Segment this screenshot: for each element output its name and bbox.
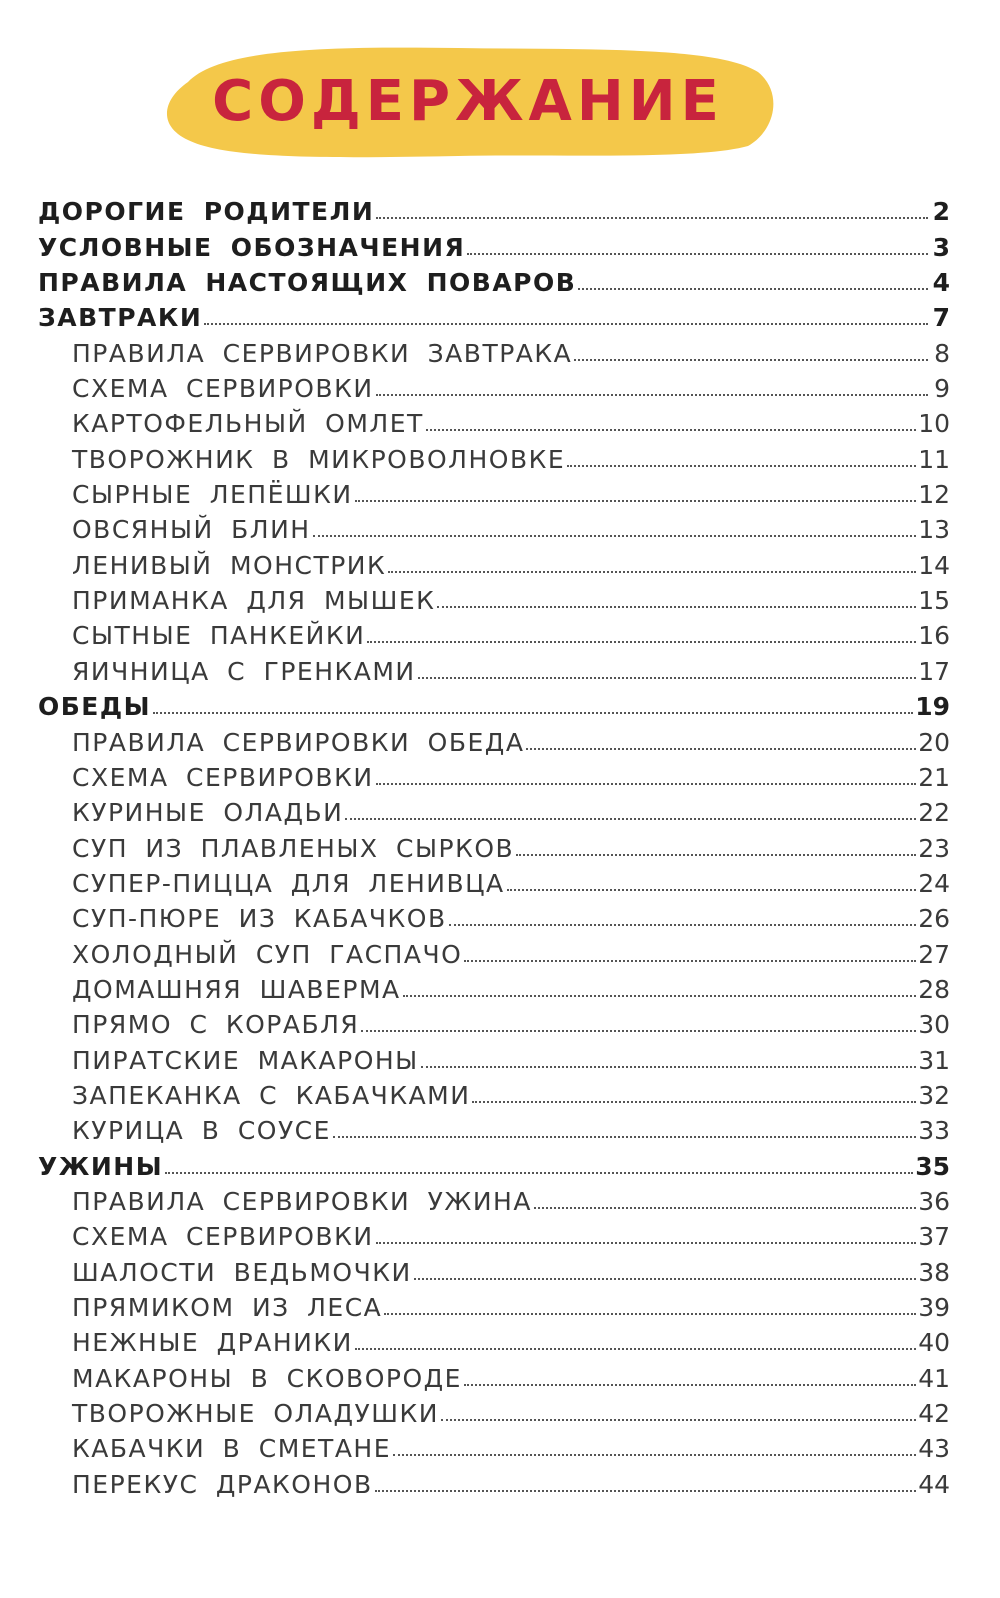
toc-entry-title: ПРАВИЛА НАСТОЯЩИХ ПОВАРОВ xyxy=(38,268,577,298)
toc-entry-title: ЯИЧНИЦА С ГРЕНКАМИ xyxy=(72,656,416,686)
dot-leader xyxy=(464,1383,916,1386)
toc-page-number: 14 xyxy=(918,550,950,580)
toc-entry-title: ПРАВИЛА СЕРВИРОВКИ УЖИНА xyxy=(72,1186,532,1216)
toc-item-row[interactable] xyxy=(38,1252,950,1287)
toc-item-row[interactable] xyxy=(38,1323,950,1358)
toc-item-row[interactable] xyxy=(38,333,950,368)
toc-entry-title: ДОМАШНЯЯ ШАВЕРМА xyxy=(72,974,401,1004)
dot-leader xyxy=(464,959,916,962)
toc-entry-title: ОБЕДЫ xyxy=(38,692,152,722)
dot-leader xyxy=(467,252,928,255)
toc-item-row[interactable] xyxy=(38,1182,950,1217)
toc-item-row[interactable] xyxy=(38,369,950,404)
toc-page-number: 23 xyxy=(918,833,950,863)
toc-entry-title: ЛЕНИВЫЙ МОНСТРИК xyxy=(72,550,387,580)
dot-leader xyxy=(355,1347,916,1350)
page-title-banner xyxy=(158,42,778,160)
toc-item-row[interactable] xyxy=(38,1217,950,1252)
toc-entry-title: СЫРНЫЕ ЛЕПЁШКИ xyxy=(72,480,353,510)
dot-leader xyxy=(526,747,916,750)
toc-page-number: 28 xyxy=(918,974,950,1004)
toc-entry-title: МАКАРОНЫ В СКОВОРОДЕ xyxy=(72,1363,462,1393)
toc-item-row[interactable] xyxy=(38,1464,950,1499)
toc-page-number: 11 xyxy=(918,444,950,474)
toc-item-row[interactable] xyxy=(38,970,950,1005)
dot-leader xyxy=(367,640,916,643)
toc-item-row[interactable] xyxy=(38,404,950,439)
dot-leader xyxy=(355,499,917,502)
dot-leader xyxy=(403,994,917,997)
toc-entry-title: КАБАЧКИ В СМЕТАНЕ xyxy=(72,1434,392,1464)
toc-item-row[interactable] xyxy=(38,651,950,686)
toc-entry-title: СХЕМА СЕРВИРОВКИ xyxy=(72,762,374,792)
toc-page-number: 36 xyxy=(918,1186,950,1216)
toc-entry-title: СУП ИЗ ПЛАВЛЕНЫХ СЫРКОВ xyxy=(72,833,515,863)
toc-entry-title: КУРИНЫЕ ОЛАДЬИ xyxy=(72,798,344,828)
toc-page-number: 21 xyxy=(918,762,950,792)
toc-section-row[interactable] xyxy=(38,227,950,262)
dot-leader xyxy=(384,1312,916,1315)
toc-item-row[interactable] xyxy=(38,475,950,510)
toc-page-number: 16 xyxy=(918,621,950,651)
dot-leader xyxy=(449,923,917,926)
dot-leader xyxy=(393,1453,916,1456)
toc-item-row[interactable] xyxy=(38,1076,950,1111)
toc-item-row[interactable] xyxy=(38,545,950,580)
toc-page-number: 41 xyxy=(918,1363,950,1393)
toc-entry-title: ШАЛОСТИ ВЕДЬМОЧКИ xyxy=(72,1257,412,1287)
toc-item-row[interactable] xyxy=(38,828,950,863)
toc-entry-title: ПРИМАНКА ДЛЯ МЫШЕК xyxy=(72,586,436,616)
page-title: СОДЕРЖАНИЕ xyxy=(212,68,724,134)
dot-leader xyxy=(516,853,916,856)
toc-page-number: 2 xyxy=(932,197,950,227)
toc-page-number: 8 xyxy=(934,338,950,368)
toc-entry-title: КУРИЦА В СОУСЕ xyxy=(72,1116,331,1146)
toc-section-row[interactable] xyxy=(38,298,950,333)
toc-page-number: 37 xyxy=(918,1222,950,1252)
toc-entry-title: ОВСЯНЫЙ БЛИН xyxy=(72,515,311,545)
toc-page-number: 15 xyxy=(918,586,950,616)
toc-item-row[interactable] xyxy=(38,581,950,616)
dot-leader xyxy=(333,1135,916,1138)
toc-item-row[interactable] xyxy=(38,1040,950,1075)
dot-leader xyxy=(507,888,917,891)
toc-entry-title: УСЛОВНЫЕ ОБОЗНАЧЕНИЯ xyxy=(38,232,466,262)
toc-entry-title: ПЕРЕКУС ДРАКОНОВ xyxy=(72,1469,373,1499)
toc-page-number: 9 xyxy=(934,374,950,404)
toc-entry-title: ПРАВИЛА СЕРВИРОВКИ ЗАВТРАКА xyxy=(72,338,573,368)
toc-page-number: 42 xyxy=(918,1399,950,1429)
dot-leader xyxy=(375,1489,917,1492)
dot-leader xyxy=(534,1206,916,1209)
toc-page-number: 20 xyxy=(918,727,950,757)
toc-section-row[interactable] xyxy=(38,263,950,298)
dot-leader xyxy=(574,358,928,361)
toc-page-number: 22 xyxy=(918,798,950,828)
dot-leader xyxy=(567,464,916,467)
toc-entry-title: ДОРОГИЕ РОДИТЕЛИ xyxy=(38,197,375,227)
dot-leader xyxy=(204,322,928,325)
dot-leader xyxy=(376,393,928,396)
dot-leader xyxy=(313,534,917,537)
toc-item-row[interactable] xyxy=(38,864,950,899)
toc-entry-title: УЖИНЫ xyxy=(38,1151,164,1181)
toc-entry-title: ЗАВТРАКИ xyxy=(38,303,203,333)
toc-item-row[interactable] xyxy=(38,1111,950,1146)
dot-leader xyxy=(578,287,928,290)
toc-entry-title: СЫТНЫЕ ПАНКЕЙКИ xyxy=(72,621,366,651)
toc-page-number: 33 xyxy=(918,1116,950,1146)
toc-page-number: 12 xyxy=(918,480,950,510)
toc-section-row[interactable] xyxy=(38,687,950,722)
dot-leader xyxy=(376,1241,917,1244)
toc-page-number: 38 xyxy=(918,1257,950,1287)
toc-page-number: 19 xyxy=(915,692,950,722)
toc-page-number: 44 xyxy=(918,1469,950,1499)
toc-item-row[interactable] xyxy=(38,934,950,969)
toc-item-row[interactable] xyxy=(38,510,950,545)
toc-entry-title: ПРАВИЛА СЕРВИРОВКИ ОБЕДА xyxy=(72,727,525,757)
dot-leader xyxy=(388,570,916,573)
dot-leader xyxy=(345,817,916,820)
toc-item-row[interactable] xyxy=(38,1429,950,1464)
dot-leader xyxy=(153,711,913,714)
toc-page-number: 4 xyxy=(932,268,950,298)
toc-entry-title: НЕЖНЫЕ ДРАНИКИ xyxy=(72,1328,353,1358)
toc-page-number: 30 xyxy=(918,1010,950,1040)
toc-page-number: 39 xyxy=(918,1293,950,1322)
toc-page-number: 24 xyxy=(918,868,950,898)
toc-entry-title: ПРЯМО С КОРАБЛЯ xyxy=(72,1010,360,1040)
table-of-contents xyxy=(38,192,950,1500)
toc-item-row[interactable] xyxy=(38,439,950,474)
toc-item-row[interactable] xyxy=(38,793,950,828)
dot-leader xyxy=(376,782,917,785)
toc-page-number: 17 xyxy=(918,656,950,686)
toc-section-row[interactable] xyxy=(38,1146,950,1181)
toc-entry-title: ПРЯМИКОМ ИЗ ЛЕСА xyxy=(72,1293,383,1322)
dot-leader xyxy=(165,1171,913,1174)
dot-leader xyxy=(421,1065,916,1068)
dot-leader xyxy=(361,1029,916,1032)
toc-page-number: 13 xyxy=(918,515,950,545)
dot-leader xyxy=(414,1277,917,1280)
dot-leader xyxy=(441,1418,916,1421)
toc-page-number: 26 xyxy=(918,904,950,934)
toc-page-number: 40 xyxy=(918,1328,950,1358)
dot-leader xyxy=(472,1100,916,1103)
toc-entry-title: ТВОРОЖНИК В МИКРОВОЛНОВКЕ xyxy=(72,444,566,474)
toc-page-number: 31 xyxy=(918,1045,950,1075)
toc-entry-title: ПИРАТСКИЕ МАКАРОНЫ xyxy=(72,1045,419,1075)
dot-leader xyxy=(437,605,916,608)
toc-page-number: 27 xyxy=(918,939,950,969)
toc-item-row[interactable] xyxy=(38,616,950,651)
toc-page-number: 10 xyxy=(918,409,950,439)
dot-leader xyxy=(418,676,917,679)
toc-page-number: 7 xyxy=(932,303,950,333)
toc-entry-title: СХЕМА СЕРВИРОВКИ xyxy=(72,1222,374,1252)
toc-item-row[interactable] xyxy=(38,1288,950,1323)
toc-item-row[interactable] xyxy=(38,1358,950,1393)
toc-page-number: 3 xyxy=(932,232,950,262)
dot-leader xyxy=(376,216,928,219)
dot-leader xyxy=(426,428,916,431)
toc-item-row[interactable] xyxy=(38,1005,950,1040)
toc-item-row[interactable] xyxy=(38,1394,950,1429)
toc-entry-title: КАРТОФЕЛЬНЫЙ ОМЛЕТ xyxy=(72,409,424,439)
toc-page-number: 43 xyxy=(918,1434,950,1464)
toc-entry-title: ХОЛОДНЫЙ СУП ГАСПАЧО xyxy=(72,939,463,969)
toc-entry-title: СУП-ПЮРЕ ИЗ КАБАЧКОВ xyxy=(72,904,447,934)
toc-entry-title: СХЕМА СЕРВИРОВКИ xyxy=(72,374,374,404)
toc-item-row[interactable] xyxy=(38,899,950,934)
toc-entry-title: СУПЕР-ПИЦЦА ДЛЯ ЛЕНИВЦА xyxy=(72,868,505,898)
toc-entry-title: ТВОРОЖНЫЕ ОЛАДУШКИ xyxy=(72,1399,439,1429)
toc-item-row[interactable] xyxy=(38,722,950,757)
toc-page-number: 35 xyxy=(915,1151,950,1181)
toc-section-row[interactable] xyxy=(38,192,950,227)
toc-entry-title: ЗАПЕКАНКА С КАБАЧКАМИ xyxy=(72,1080,471,1110)
toc-page-number: 32 xyxy=(918,1080,950,1110)
toc-item-row[interactable] xyxy=(38,758,950,793)
